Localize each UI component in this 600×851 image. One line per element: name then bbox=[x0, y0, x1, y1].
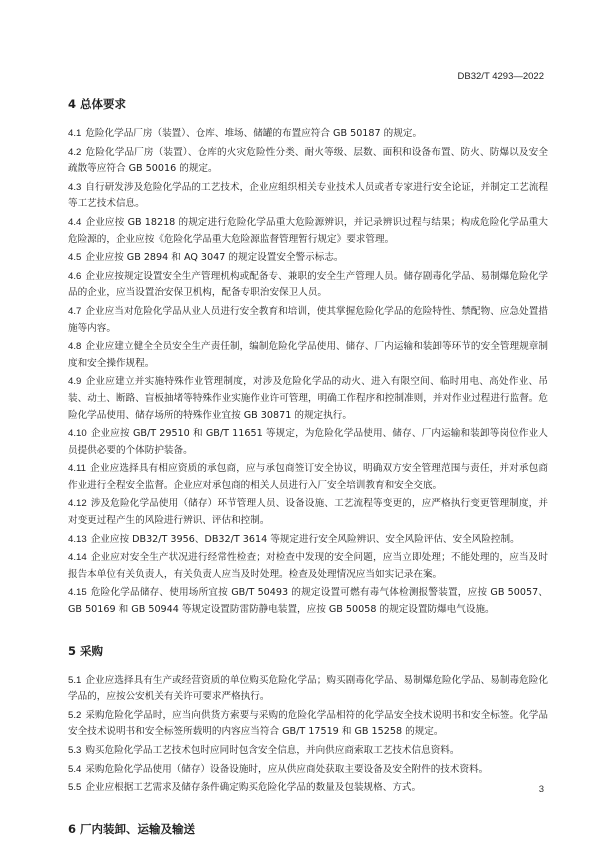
clause-number: 5.3 bbox=[68, 745, 82, 756]
clause-text: 涉及危险化学品使用（储存）环节管理人员、设备设施、工艺流程等变更的，应严格执行变更管理制度，并对变更过程产生的风险进行辨识、评估和控制。 bbox=[68, 498, 548, 527]
clause-number: 4.9 bbox=[68, 376, 82, 388]
clause-text: 危险化学品厂房（装置）、仓库的火灾危险性分类、耐火等级、层数、面积和设备布置、防火、防爆以及安全疏散等应符合 GB 50016 的规定。 bbox=[68, 146, 548, 175]
clause-number: 4.1 bbox=[68, 128, 82, 139]
clause-paragraph bbox=[68, 743, 548, 760]
clause-text: 购买危险化学品工艺技术包时应同时包含安全信息，并向供应商索取工艺技术信息资料。 bbox=[85, 745, 460, 756]
clause-text: 采购危险化学品使用（储存）设备设施时，应从供应商处获取主要设备及安全附件的技术资料。 bbox=[85, 763, 489, 775]
clause-number: 4.15 bbox=[68, 587, 87, 599]
clause-text: 自行研发涉及危险化学品的工艺技术，企业应组织相关专业技术人员或者专家进行安全论证，并制定工艺流程等工艺技术信息。 bbox=[68, 181, 548, 210]
document-body bbox=[68, 96, 548, 851]
clause-paragraph bbox=[68, 673, 548, 706]
clause-number: 4.7 bbox=[68, 305, 82, 317]
clause-number: 4.8 bbox=[68, 341, 82, 353]
clause-paragraph bbox=[68, 550, 548, 583]
clause-text: 危险化学品储存、使用场所宜按 GB/T 50493 的规定设置可燃有毒气体检测报警装置，应按 GB 50057、GB 50169 和 GB 50944 等规定设置防雷防静电装置，应按 GB 50058 的规定设置防爆电气设施。 bbox=[68, 587, 548, 616]
clause-number: 4.4 bbox=[68, 216, 82, 228]
clause-paragraph bbox=[68, 145, 548, 178]
clause-paragraph bbox=[68, 780, 548, 797]
clause-paragraph bbox=[68, 461, 548, 494]
clause-number: 5.4 bbox=[68, 763, 82, 775]
clause-text: 企业应按 GB 2894 和 AQ 3047 的规定设置安全警示标志。 bbox=[85, 252, 344, 264]
clause-text: 采购危险化学品时，应当向供货方索要与采购的危险化学品相符的化学品安全技术说明书和安全标签。化学品安全技术说明书和安全标签所载明的内容应当符合 GB/T 17519 和 GB 15258 的规定。 bbox=[68, 709, 548, 738]
clause-number: 4.12 bbox=[68, 498, 87, 510]
clause-number: 4.5 bbox=[68, 252, 82, 264]
clause-number: 4.10 bbox=[68, 428, 87, 440]
clause-paragraph bbox=[68, 585, 548, 618]
clause-paragraph bbox=[68, 269, 548, 302]
clause-text: 企业应按 GB/T 29510 和 GB/T 11651 等规定，为危险化学品使用、储存、厂内运输和装卸等岗位作业人员提供必要的个体防护装备。 bbox=[68, 428, 548, 456]
clause-number: 4.11 bbox=[68, 463, 86, 475]
clause-paragraph bbox=[68, 762, 548, 779]
clause-paragraph bbox=[68, 250, 548, 267]
clause-text: 企业应对安全生产状况进行经常性检查；对检查中发现的安全问题，应当立即处理；不能处理的，应当及时报告本单位有关负责人，有关负责人应当及时处理。检查及处理情况应当如实记录在案。 bbox=[68, 552, 548, 580]
page-number: 3 bbox=[538, 784, 544, 795]
clause-text: 企业应按规定设置安全生产管理机构或配备专、兼职的安全生产管理人员。储存剧毒化学品、易制爆危险化学品的企业，应当设置治安保卫机构，配备专职治安保卫人员。 bbox=[68, 270, 548, 299]
clause-text: 企业应建立并实施特殊作业管理制度，对涉及危险化学品的动火、进入有限空间、临时用电、高处作业、吊装、动土、断路、盲板抽堵等特殊作业实施作业许可管理，明确工作程序和控制准则，并对作业过程进行监督。危险化学品使用、储存场所的特殊作业宜按 GB 30871 的规定执行。 bbox=[68, 376, 548, 421]
clause-number: 4.2 bbox=[68, 146, 82, 158]
section-6-heading: 6 厂内装卸、运输及输送 bbox=[68, 821, 196, 836]
clause-text: 企业应按 GB 18218 的规定进行危险化学品重大危险源辨识，并记录辨识过程与结果；构成危险化学品重大危险源的，企业应按《危险化学品重大危险源监督管理暂行规定》要求管理。 bbox=[68, 216, 548, 245]
clause-paragraph bbox=[68, 180, 548, 213]
document-code: DB32/T 4293—2022 bbox=[457, 71, 544, 82]
section-5-heading: 5 采购 bbox=[68, 643, 104, 658]
clause-paragraph bbox=[68, 532, 548, 549]
clause-paragraph bbox=[68, 215, 548, 248]
clause-paragraph bbox=[68, 126, 548, 143]
clause-number: 5.5 bbox=[68, 782, 82, 794]
clause-number: 5.2 bbox=[68, 709, 82, 721]
clause-text: 危险化学品厂房（装置）、仓库、堆场、储罐的布置应符合 GB 50187 的规定。 bbox=[85, 128, 423, 139]
clause-paragraph bbox=[68, 304, 548, 337]
clause-paragraph bbox=[68, 339, 548, 372]
clause-number: 4.13 bbox=[68, 533, 87, 545]
clause-text: 企业应当对危险化学品从业人员进行安全教育和培训，使其掌握危险化学品的危险特性、禁配物、应急处置措施等内容。 bbox=[68, 305, 548, 334]
clause-number: 4.3 bbox=[68, 181, 82, 193]
clause-text: 企业应按 DB32/T 3956、DB32/T 3614 等规定进行安全风险辨识、安全风险评估、安全风险控制。 bbox=[90, 533, 520, 545]
clause-text: 企业应根据工艺需求及储存条件确定购买危险化学品的数量及包装规格、方式。 bbox=[85, 782, 422, 794]
clause-text: 企业应选择具有生产或经营资质的单位购买危险化学品；购买剧毒化学品、易制爆危险化学品、易制毒危险化学品的，应按公安机关有关许可要求严格执行。 bbox=[68, 674, 548, 703]
clause-paragraph bbox=[68, 708, 548, 741]
clause-paragraph bbox=[68, 374, 548, 424]
clause-text: 企业应选择具有相应资质的承包商，应与承包商签订安全协议，明确双方安全管理范围与责任，并对承包商作业进行全程安全监督。企业应对承包商的相关人员进行入厂安全培训教育和安全交底。 bbox=[68, 463, 548, 491]
section-4-items bbox=[68, 126, 548, 619]
clause-paragraph bbox=[68, 496, 548, 529]
clause-number: 4.14 bbox=[68, 552, 87, 564]
section-4-heading: 4 总体要求 bbox=[68, 97, 127, 111]
clause-number: 4.6 bbox=[68, 270, 82, 282]
clause-number: 5.1 bbox=[68, 674, 82, 686]
clause-text: 企业应建立健全全员安全生产责任制，编制危险化学品使用、储存、厂内运输和装卸等环节的安全管理规章制度和安全操作规程。 bbox=[68, 341, 548, 369]
section-5-items bbox=[68, 673, 548, 797]
clause-paragraph bbox=[68, 426, 548, 459]
